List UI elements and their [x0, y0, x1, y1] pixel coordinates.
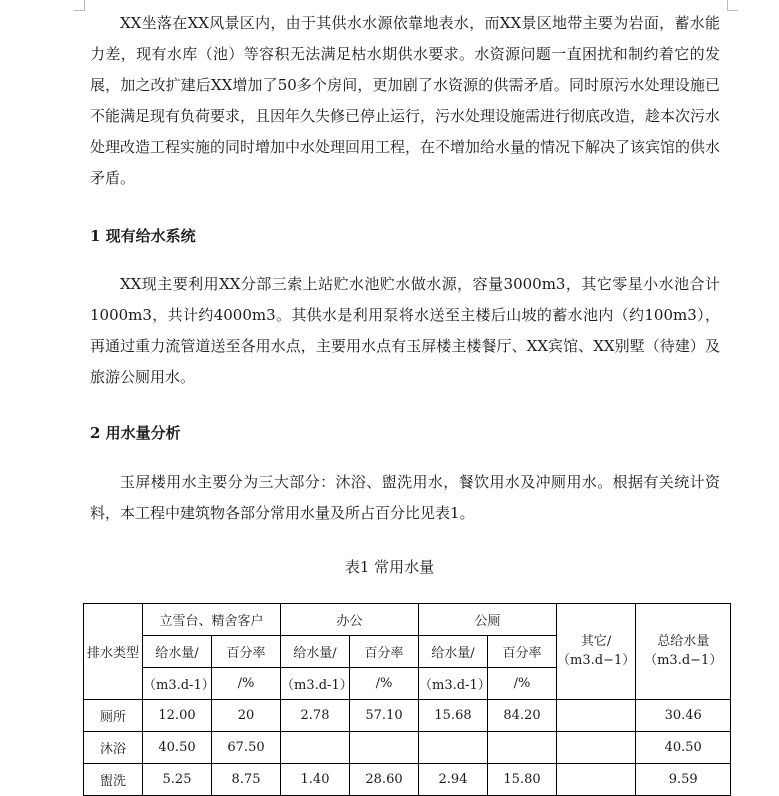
cell-total: 30.46	[636, 700, 731, 732]
cell-other	[557, 764, 636, 796]
cell-other	[557, 700, 636, 732]
header-group-guest: 立雪台、精舍客户	[143, 604, 281, 636]
cell-supply-toilet: 2.94	[419, 764, 488, 796]
section-heading-2: 2 用水量分析	[90, 424, 181, 442]
table-row	[84, 732, 731, 764]
header-supply-unit-3: （m3.d-1）	[419, 668, 488, 700]
header-group-toilet: 公厕	[419, 604, 557, 636]
cell-percent-guest: 67.50	[212, 732, 281, 764]
table-caption: 表1 常用水量	[344, 558, 435, 576]
cell-supply-toilet: 15.68	[419, 700, 488, 732]
header-group-office: 办公	[281, 604, 419, 636]
cell-other	[557, 732, 636, 764]
header-percent-unit-1: /%	[212, 668, 281, 700]
header-supply-unit-2: （m3.d-1）	[281, 668, 350, 700]
header-percent-2: 百分率	[350, 636, 419, 668]
cell-percent-office: 28.60	[350, 764, 419, 796]
table-row	[84, 700, 731, 732]
header-supply-1: 给水量/	[143, 636, 212, 668]
cell-percent-guest: 8.75	[212, 764, 281, 796]
table-header-row-1	[84, 604, 731, 636]
cell-percent-office	[350, 732, 419, 764]
header-other-cell	[557, 604, 636, 700]
header-other-label: 其它/	[580, 634, 612, 649]
cell-total: 9.59	[636, 764, 731, 796]
cell-supply-office	[281, 732, 350, 764]
cell-supply-guest: 40.50	[143, 732, 212, 764]
section1-paragraph: XX现主要利用XX分部三索上站贮水池贮水做水源，容量3000m3，其它零星小水池合计1000m3，共计约4000m3。其供水是利用泵将水送至主楼后山坡的蓄水池内（约100m3），再通过重力流管道送至各用水点，主要用水点有玉屏楼主楼餐厅、XX宾馆、XX别墅（待建）及旅游公厕用水。	[90, 275, 720, 386]
header-percent-3: 百分率	[488, 636, 557, 668]
margin-mark-top-right	[727, 0, 738, 11]
header-other-unit: （m3.d−1）	[557, 653, 636, 668]
header-supply-unit-1: （m3.d-1）	[143, 668, 212, 700]
table-row	[84, 764, 731, 796]
cell-supply-office: 1.40	[281, 764, 350, 796]
row-type: 沐浴	[84, 732, 143, 764]
header-percent-unit-3: /%	[488, 668, 557, 700]
row-type: 盥洗	[84, 764, 143, 796]
cell-percent-office: 57.10	[350, 700, 419, 732]
cell-percent-toilet: 84.20	[488, 700, 557, 732]
header-type-cell: 排水类型	[84, 604, 143, 700]
cell-percent-toilet: 15.80	[488, 764, 557, 796]
row-type: 厕所	[84, 700, 143, 732]
intro-paragraph: XX坐落在XX风景区内，由于其供水水源依靠地表水，而XX景区地带主要为岩面，蓄水能力差，现有水库（池）等容积无法满足枯水期供水要求。水资源问题一直困扰和制约着它的发展，加之改扩建后XX增加了50多个房间，更加剧了水资源的供需矛盾。同时原污水处理设施已不能满足现有负荷要求，且因年久失修已停止运行，污水处理设施需进行彻底改造，趁本次污水处理改造工程实施的同时增加中水处理回用工程，在不增加给水量的情况下解决了该宾馆的供水矛盾。	[90, 14, 721, 187]
header-percent-1: 百分率	[212, 636, 281, 668]
header-percent-unit-2: /%	[350, 668, 419, 700]
header-supply-3: 给水量/	[419, 636, 488, 668]
section2-paragraph: 玉屏楼用水主要分为三大部分：沐浴、盥洗用水，餐饮用水及冲厕用水。根据有关统计资料，本工程中建筑物各部分常用水量及所占百分比见表1。	[90, 473, 720, 522]
header-total-unit: （m3.d−1）	[644, 653, 723, 668]
cell-supply-guest: 12.00	[143, 700, 212, 732]
cell-supply-guest: 5.25	[143, 764, 212, 796]
water-usage-table	[83, 603, 731, 796]
cell-supply-office: 2.78	[281, 700, 350, 732]
section-heading-1: 1 现有给水系统	[90, 227, 196, 245]
cell-percent-toilet	[488, 732, 557, 764]
header-total-cell	[636, 604, 731, 700]
margin-mark-top-left	[74, 0, 85, 11]
cell-supply-toilet	[419, 732, 488, 764]
cell-total: 40.50	[636, 732, 731, 764]
header-supply-2: 给水量/	[281, 636, 350, 668]
header-total-label: 总给水量	[657, 634, 710, 649]
cell-percent-guest: 20	[212, 700, 281, 732]
